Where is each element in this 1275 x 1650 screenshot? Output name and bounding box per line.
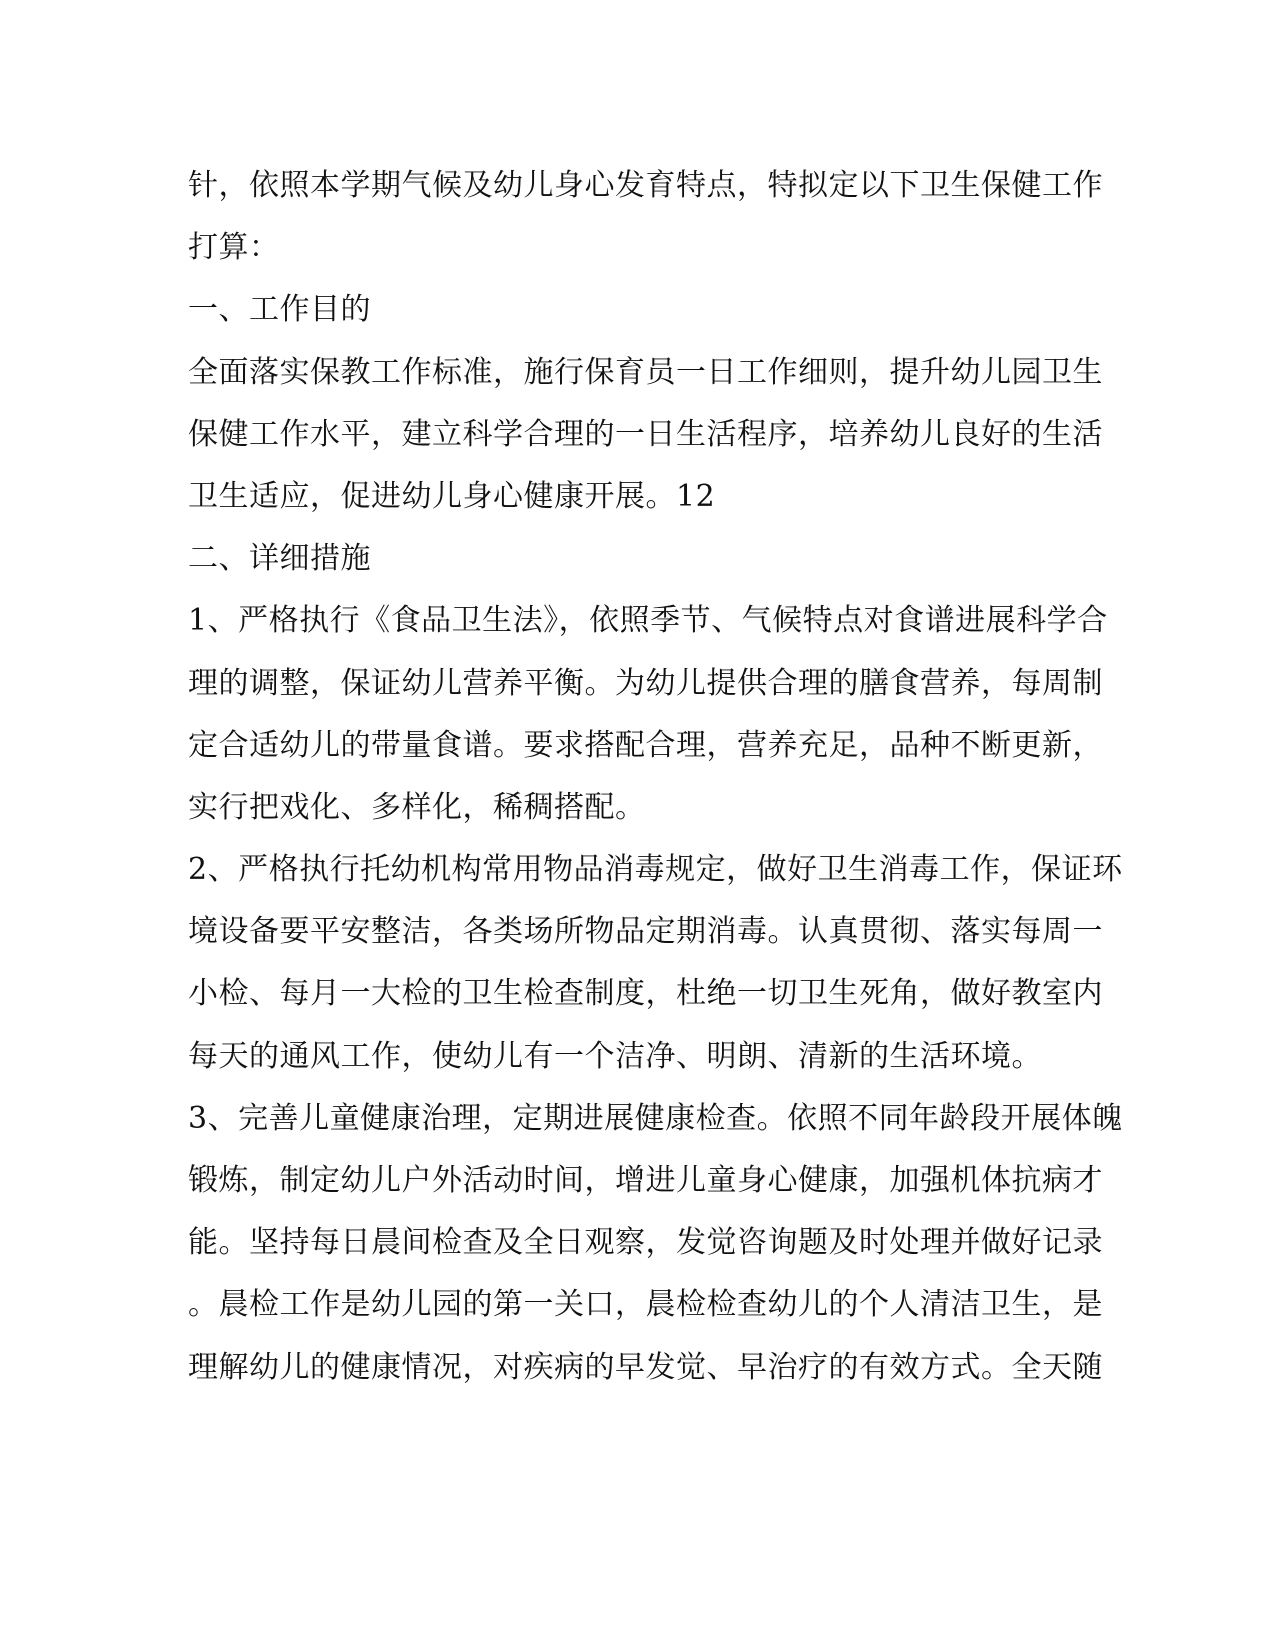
section-heading: 二、详细措施 bbox=[188, 541, 371, 577]
text-line: 小检、每月一大检的卫生检查制度，杜绝一切卫生死角，做好教室内 bbox=[188, 976, 1103, 1012]
text-line: 能。坚持每日晨间检查及全日观察，发觉咨询题及时处理并做好记录 bbox=[188, 1225, 1103, 1261]
text-line: 定合适幼儿的带量食谱。要求搭配合理，营养充足，品种不断更新， bbox=[188, 727, 1103, 763]
text-line: 保健工作水平，建立科学合理的一日生活程序，培养幼儿良好的生活 bbox=[188, 416, 1103, 452]
text-line: 每天的通风工作，使幼儿有一个洁净、明朗、清新的生活环境。 bbox=[188, 1038, 1042, 1074]
text-line: 实行把戏化、多样化，稀稠搭配。 bbox=[188, 789, 646, 825]
text-line: 。晨检工作是幼儿园的第一关口，晨检检查幼儿的个人清洁卫生，是 bbox=[188, 1287, 1103, 1323]
text-line: 3、完善儿童健康治理，定期进展健康检查。依照不同年龄段开展体魄 bbox=[188, 1100, 1123, 1136]
text-line: 理解幼儿的健康情况，对疾病的早发觉、早治疗的有效方式。全天随 bbox=[188, 1349, 1103, 1385]
text-line: 境设备要平安整洁，各类场所物品定期消毒。认真贯彻、落实每周一 bbox=[188, 914, 1103, 950]
section-heading: 一、工作目的 bbox=[188, 292, 371, 328]
text-line: 2、严格执行托幼机构常用物品消毒规定，做好卫生消毒工作，保证环 bbox=[188, 852, 1123, 888]
text-line: 全面落实保教工作标准，施行保育员一日工作细则，提升幼儿园卫生 bbox=[188, 354, 1103, 390]
text-line: 打算： bbox=[188, 230, 280, 266]
text-line: 锻炼，制定幼儿户外活动时间，增进儿童身心健康，加强机体抗病才 bbox=[188, 1163, 1103, 1198]
document-body bbox=[188, 155, 1123, 1399]
text-line: 卫生适应，促进幼儿身心健康开展。12 bbox=[188, 478, 716, 514]
text-line: 1、严格执行《食品卫生法》，依照季节、气候特点对食谱进展科学合 bbox=[188, 603, 1108, 639]
text-line: 理的调整，保证幼儿营养平衡。为幼儿提供合理的膳食营养，每周制 bbox=[188, 665, 1103, 701]
text-line: 针，依照本学期气候及幼儿身心发育特点，特拟定以下卫生保健工作 bbox=[188, 168, 1103, 203]
